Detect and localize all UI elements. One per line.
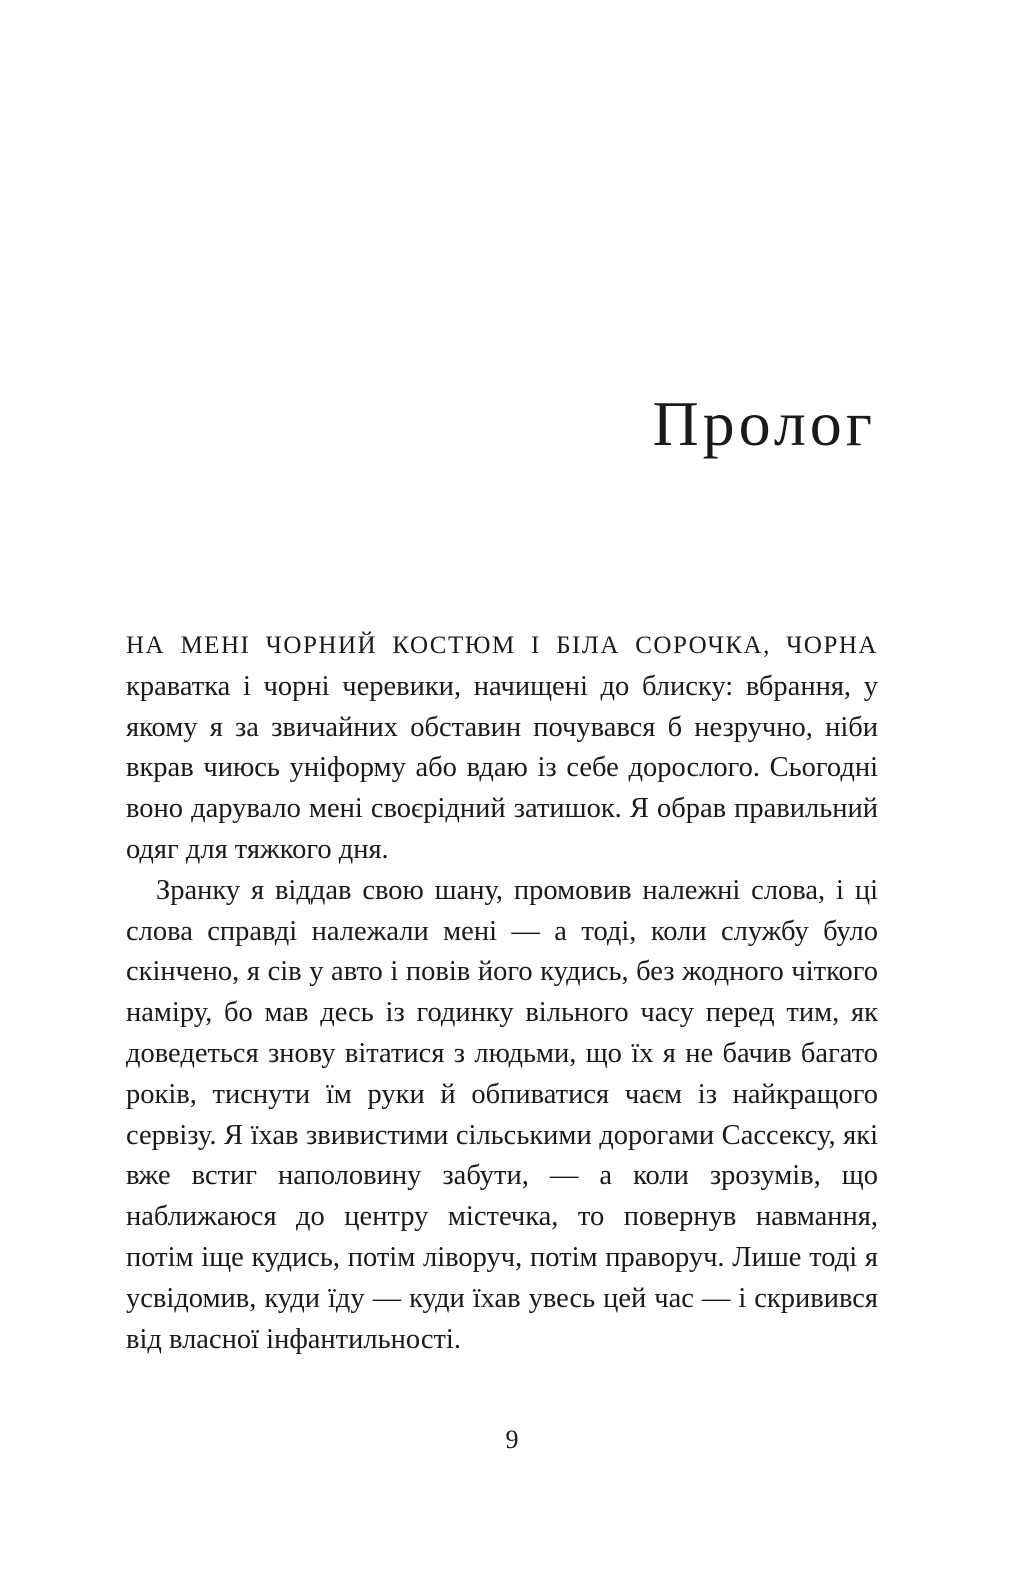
chapter-body xyxy=(126,625,878,1360)
lead-in-small-caps: НА МЕНІ ЧОРНИЙ КОСТЮМ І БІЛА СОРОЧКА, ЧОРНА xyxy=(126,632,878,659)
paragraph-1-text: краватка і чорні черевики, начищені до блиску: вбрання, у якому я за звичайних обставин почувався б незручно, ніби вкрав чиюсь уніформу або вдаю із себе дорослого. Сьогодні воно дарувало мені своєрідний затишок. Я обрав правильний одяг для тяжкого дня. xyxy=(126,670,878,865)
paragraph-1 xyxy=(126,625,878,871)
chapter-title: Пролог xyxy=(652,388,876,459)
page-number: 9 xyxy=(505,1425,519,1454)
paragraph-2: Зранку я віддав свою шану, промовив належні слова, і ці слова справді належали мені — а тоді, коли службу було скінчено, я сів у авто і повів його кудись, без жодного чіткого наміру, бо мав десь із годинку вільного часу перед тим, як доведеться знову вітатися з людьми, що їх я не бачив багато років, тиснути їм руки й обпиватися чаєм із найкращого сервізу. Я їхав звивистими сільськими дорогами Сассексу, які вже встиг наполовину забути, — а коли зрозумів, що наближаюся до центру містечка, то повернув навмання, потім іще кудись, потім ліворуч, потім праворуч. Лише тоді я усвідомив, куди їду — куди їхав увесь цей час — і скривився від власної інфантильності. xyxy=(126,874,878,1355)
